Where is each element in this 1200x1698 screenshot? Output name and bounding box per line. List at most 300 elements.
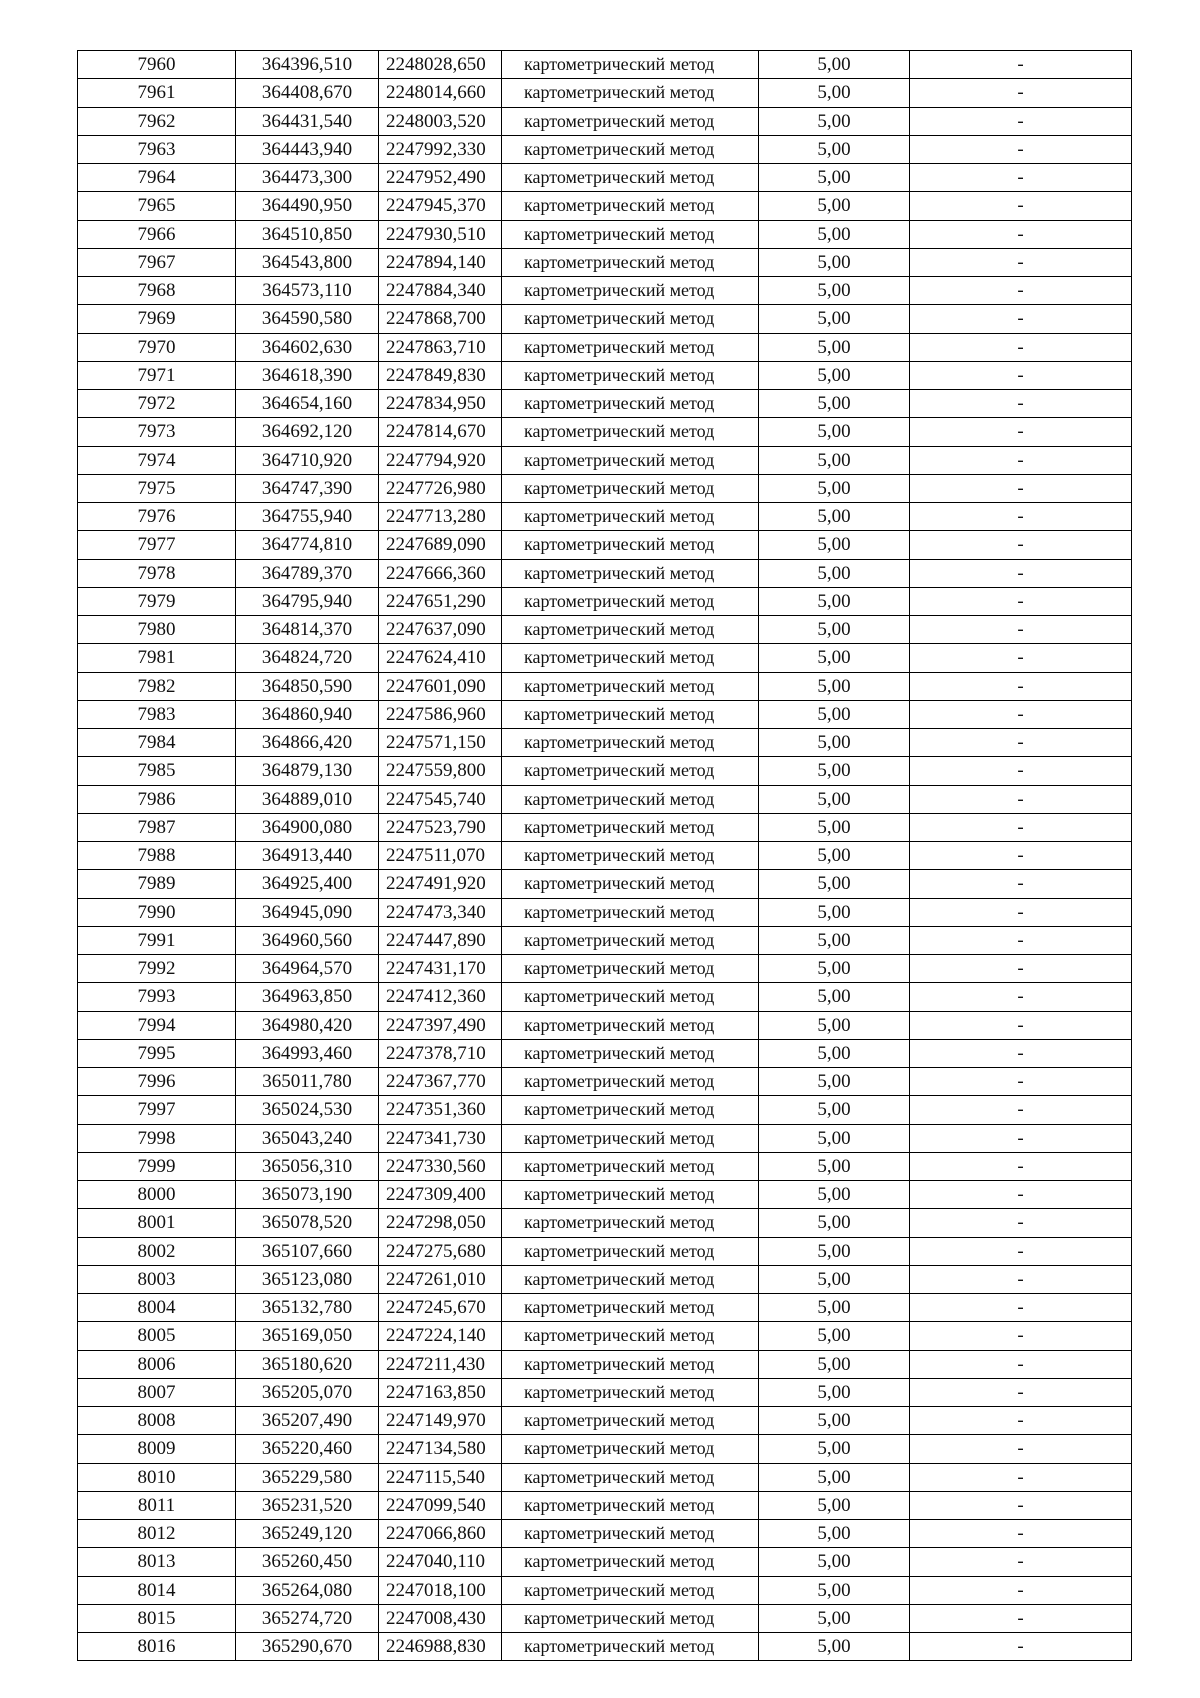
point-number-cell: 8005	[78, 1322, 236, 1350]
x-coordinate-cell: 364747,390	[236, 474, 379, 502]
x-coordinate-cell: 364993,460	[236, 1039, 379, 1067]
point-number-cell: 8007	[78, 1378, 236, 1406]
point-number-cell: 7990	[78, 898, 236, 926]
accuracy-cell: 5,00	[759, 1039, 910, 1067]
x-coordinate-cell: 364964,570	[236, 955, 379, 983]
y-coordinate-cell: 2246988,830	[379, 1633, 502, 1661]
method-cell: картометрический метод	[502, 1039, 759, 1067]
y-coordinate-cell: 2247571,150	[379, 729, 502, 757]
x-coordinate-cell: 364473,300	[236, 164, 379, 192]
accuracy-cell: 5,00	[759, 390, 910, 418]
table-row	[78, 757, 1132, 785]
method-cell: картометрический метод	[502, 898, 759, 926]
note-cell: -	[910, 785, 1132, 813]
point-number-cell: 7985	[78, 757, 236, 785]
note-cell: -	[910, 1576, 1132, 1604]
method-cell: картометрический метод	[502, 1435, 759, 1463]
y-coordinate-cell: 2247952,490	[379, 164, 502, 192]
note-cell: -	[910, 390, 1132, 418]
table-row	[78, 474, 1132, 502]
x-coordinate-cell: 364900,080	[236, 813, 379, 841]
point-number-cell: 8009	[78, 1435, 236, 1463]
table-row	[78, 1124, 1132, 1152]
table-row	[78, 1011, 1132, 1039]
method-cell: картометрический метод	[502, 729, 759, 757]
note-cell: -	[910, 1265, 1132, 1293]
method-cell: картометрический метод	[502, 474, 759, 502]
point-number-cell: 7972	[78, 390, 236, 418]
x-coordinate-cell: 364963,850	[236, 983, 379, 1011]
method-cell: картометрический метод	[502, 785, 759, 813]
point-number-cell: 7964	[78, 164, 236, 192]
x-coordinate-cell: 364774,810	[236, 531, 379, 559]
accuracy-cell: 5,00	[759, 1491, 910, 1519]
point-number-cell: 7974	[78, 446, 236, 474]
y-coordinate-cell: 2247601,090	[379, 672, 502, 700]
note-cell: -	[910, 1237, 1132, 1265]
table-row	[78, 729, 1132, 757]
x-coordinate-cell: 364925,400	[236, 870, 379, 898]
x-coordinate-cell: 364866,420	[236, 729, 379, 757]
method-cell: картометрический метод	[502, 361, 759, 389]
point-number-cell: 7967	[78, 248, 236, 276]
note-cell: -	[910, 559, 1132, 587]
table-row	[78, 1520, 1132, 1548]
accuracy-cell: 5,00	[759, 1548, 910, 1576]
method-cell: картометрический метод	[502, 305, 759, 333]
table-row	[78, 785, 1132, 813]
point-number-cell: 7987	[78, 813, 236, 841]
x-coordinate-cell: 364692,120	[236, 418, 379, 446]
y-coordinate-cell: 2247224,140	[379, 1322, 502, 1350]
accuracy-cell: 5,00	[759, 672, 910, 700]
accuracy-cell: 5,00	[759, 1520, 910, 1548]
accuracy-cell: 5,00	[759, 1463, 910, 1491]
y-coordinate-cell: 2247245,670	[379, 1294, 502, 1322]
point-number-cell: 8004	[78, 1294, 236, 1322]
note-cell: -	[910, 277, 1132, 305]
y-coordinate-cell: 2247261,010	[379, 1265, 502, 1293]
x-coordinate-cell: 364889,010	[236, 785, 379, 813]
x-coordinate-cell: 364408,670	[236, 79, 379, 107]
accuracy-cell: 5,00	[759, 700, 910, 728]
table-row	[78, 220, 1132, 248]
note-cell: -	[910, 1548, 1132, 1576]
method-cell: картометрический метод	[502, 1265, 759, 1293]
method-cell: картометрический метод	[502, 842, 759, 870]
table-row	[78, 164, 1132, 192]
x-coordinate-cell: 365180,620	[236, 1350, 379, 1378]
accuracy-cell: 5,00	[759, 785, 910, 813]
accuracy-cell: 5,00	[759, 898, 910, 926]
note-cell: -	[910, 107, 1132, 135]
note-cell: -	[910, 1491, 1132, 1519]
point-number-cell: 8003	[78, 1265, 236, 1293]
y-coordinate-cell: 2247491,920	[379, 870, 502, 898]
x-coordinate-cell: 364755,940	[236, 503, 379, 531]
table-row	[78, 1237, 1132, 1265]
point-number-cell: 7993	[78, 983, 236, 1011]
method-cell: картометрический метод	[502, 672, 759, 700]
table-row	[78, 1209, 1132, 1237]
note-cell: -	[910, 1294, 1132, 1322]
method-cell: картометрический метод	[502, 955, 759, 983]
table-row	[78, 842, 1132, 870]
y-coordinate-cell: 2247713,280	[379, 503, 502, 531]
y-coordinate-cell: 2247834,950	[379, 390, 502, 418]
y-coordinate-cell: 2247211,430	[379, 1350, 502, 1378]
table-row	[78, 1491, 1132, 1519]
method-cell: картометрический метод	[502, 1096, 759, 1124]
y-coordinate-cell: 2247930,510	[379, 220, 502, 248]
note-cell: -	[910, 418, 1132, 446]
accuracy-cell: 5,00	[759, 1011, 910, 1039]
x-coordinate-cell: 365205,070	[236, 1378, 379, 1406]
y-coordinate-cell: 2248028,650	[379, 51, 502, 79]
accuracy-cell: 5,00	[759, 870, 910, 898]
note-cell: -	[910, 926, 1132, 954]
table-row	[78, 1322, 1132, 1350]
accuracy-cell: 5,00	[759, 1604, 910, 1632]
note-cell: -	[910, 1011, 1132, 1039]
method-cell: картометрический метод	[502, 1576, 759, 1604]
table-row	[78, 51, 1132, 79]
y-coordinate-cell: 2248014,660	[379, 79, 502, 107]
method-cell: картометрический метод	[502, 1604, 759, 1632]
table-row	[78, 616, 1132, 644]
x-coordinate-cell: 365274,720	[236, 1604, 379, 1632]
x-coordinate-cell: 365011,780	[236, 1068, 379, 1096]
table-row	[78, 1576, 1132, 1604]
accuracy-cell: 5,00	[759, 135, 910, 163]
method-cell: картометрический метод	[502, 79, 759, 107]
accuracy-cell: 5,00	[759, 1181, 910, 1209]
table-row	[78, 813, 1132, 841]
x-coordinate-cell: 365264,080	[236, 1576, 379, 1604]
point-number-cell: 7991	[78, 926, 236, 954]
method-cell: картометрический метод	[502, 1322, 759, 1350]
accuracy-cell: 5,00	[759, 842, 910, 870]
accuracy-cell: 5,00	[759, 333, 910, 361]
table-row	[78, 418, 1132, 446]
note-cell: -	[910, 616, 1132, 644]
table-row	[78, 559, 1132, 587]
table-row	[78, 672, 1132, 700]
x-coordinate-cell: 364789,370	[236, 559, 379, 587]
method-cell: картометрический метод	[502, 107, 759, 135]
x-coordinate-cell: 364510,850	[236, 220, 379, 248]
note-cell: -	[910, 1435, 1132, 1463]
point-number-cell: 8001	[78, 1209, 236, 1237]
method-cell: картометрический метод	[502, 446, 759, 474]
accuracy-cell: 5,00	[759, 1265, 910, 1293]
x-coordinate-cell: 365260,450	[236, 1548, 379, 1576]
note-cell: -	[910, 333, 1132, 361]
accuracy-cell: 5,00	[759, 983, 910, 1011]
note-cell: -	[910, 1520, 1132, 1548]
x-coordinate-cell: 364618,390	[236, 361, 379, 389]
table-row	[78, 1548, 1132, 1576]
table-row	[78, 898, 1132, 926]
point-number-cell: 7973	[78, 418, 236, 446]
y-coordinate-cell: 2247637,090	[379, 616, 502, 644]
method-cell: картометрический метод	[502, 813, 759, 841]
method-cell: картометрический метод	[502, 1463, 759, 1491]
point-number-cell: 7998	[78, 1124, 236, 1152]
method-cell: картометрический метод	[502, 700, 759, 728]
method-cell: картометрический метод	[502, 135, 759, 163]
x-coordinate-cell: 365078,520	[236, 1209, 379, 1237]
table-row	[78, 1633, 1132, 1661]
note-cell: -	[910, 757, 1132, 785]
method-cell: картометрический метод	[502, 1011, 759, 1039]
method-cell: картометрический метод	[502, 164, 759, 192]
x-coordinate-cell: 364543,800	[236, 248, 379, 276]
y-coordinate-cell: 2247115,540	[379, 1463, 502, 1491]
accuracy-cell: 5,00	[759, 587, 910, 615]
note-cell: -	[910, 1322, 1132, 1350]
accuracy-cell: 5,00	[759, 1576, 910, 1604]
note-cell: -	[910, 531, 1132, 559]
point-number-cell: 7976	[78, 503, 236, 531]
accuracy-cell: 5,00	[759, 1322, 910, 1350]
method-cell: картометрический метод	[502, 1350, 759, 1378]
x-coordinate-cell: 365207,490	[236, 1407, 379, 1435]
point-number-cell: 8008	[78, 1407, 236, 1435]
x-coordinate-cell: 364590,580	[236, 305, 379, 333]
point-number-cell: 7962	[78, 107, 236, 135]
note-cell: -	[910, 644, 1132, 672]
y-coordinate-cell: 2247008,430	[379, 1604, 502, 1632]
accuracy-cell: 5,00	[759, 1124, 910, 1152]
note-cell: -	[910, 79, 1132, 107]
method-cell: картометрический метод	[502, 1237, 759, 1265]
y-coordinate-cell: 2247275,680	[379, 1237, 502, 1265]
note-cell: -	[910, 1181, 1132, 1209]
y-coordinate-cell: 2247431,170	[379, 955, 502, 983]
x-coordinate-cell: 365231,520	[236, 1491, 379, 1519]
point-number-cell: 7960	[78, 51, 236, 79]
x-coordinate-cell: 364602,630	[236, 333, 379, 361]
accuracy-cell: 5,00	[759, 531, 910, 559]
y-coordinate-cell: 2247814,670	[379, 418, 502, 446]
x-coordinate-cell: 364850,590	[236, 672, 379, 700]
accuracy-cell: 5,00	[759, 418, 910, 446]
note-cell: -	[910, 813, 1132, 841]
x-coordinate-cell: 364879,130	[236, 757, 379, 785]
y-coordinate-cell: 2247666,360	[379, 559, 502, 587]
x-coordinate-cell: 364824,720	[236, 644, 379, 672]
x-coordinate-cell: 364396,510	[236, 51, 379, 79]
accuracy-cell: 5,00	[759, 51, 910, 79]
note-cell: -	[910, 503, 1132, 531]
note-cell: -	[910, 1378, 1132, 1406]
point-number-cell: 7977	[78, 531, 236, 559]
note-cell: -	[910, 1068, 1132, 1096]
method-cell: картометрический метод	[502, 277, 759, 305]
point-number-cell: 7984	[78, 729, 236, 757]
method-cell: картометрический метод	[502, 51, 759, 79]
y-coordinate-cell: 2247863,710	[379, 333, 502, 361]
point-number-cell: 7963	[78, 135, 236, 163]
note-cell: -	[910, 361, 1132, 389]
note-cell: -	[910, 672, 1132, 700]
method-cell: картометрический метод	[502, 644, 759, 672]
point-number-cell: 8011	[78, 1491, 236, 1519]
point-number-cell: 8012	[78, 1520, 236, 1548]
y-coordinate-cell: 2247066,860	[379, 1520, 502, 1548]
y-coordinate-cell: 2247884,340	[379, 277, 502, 305]
y-coordinate-cell: 2247367,770	[379, 1068, 502, 1096]
point-number-cell: 7992	[78, 955, 236, 983]
point-number-cell: 7978	[78, 559, 236, 587]
note-cell: -	[910, 1152, 1132, 1180]
x-coordinate-cell: 364960,560	[236, 926, 379, 954]
note-cell: -	[910, 1096, 1132, 1124]
note-cell: -	[910, 842, 1132, 870]
x-coordinate-cell: 365220,460	[236, 1435, 379, 1463]
note-cell: -	[910, 305, 1132, 333]
point-number-cell: 7988	[78, 842, 236, 870]
method-cell: картометрический метод	[502, 192, 759, 220]
method-cell: картометрический метод	[502, 1548, 759, 1576]
y-coordinate-cell: 2247134,580	[379, 1435, 502, 1463]
note-cell: -	[910, 1633, 1132, 1661]
y-coordinate-cell: 2247412,360	[379, 983, 502, 1011]
x-coordinate-cell: 365249,120	[236, 1520, 379, 1548]
accuracy-cell: 5,00	[759, 220, 910, 248]
accuracy-cell: 5,00	[759, 559, 910, 587]
note-cell: -	[910, 248, 1132, 276]
table-row	[78, 390, 1132, 418]
table-row	[78, 277, 1132, 305]
accuracy-cell: 5,00	[759, 107, 910, 135]
method-cell: картометрический метод	[502, 1407, 759, 1435]
note-cell: -	[910, 1407, 1132, 1435]
y-coordinate-cell: 2247545,740	[379, 785, 502, 813]
y-coordinate-cell: 2247447,890	[379, 926, 502, 954]
y-coordinate-cell: 2247378,710	[379, 1039, 502, 1067]
accuracy-cell: 5,00	[759, 813, 910, 841]
method-cell: картометрический метод	[502, 926, 759, 954]
note-cell: -	[910, 474, 1132, 502]
point-number-cell: 8002	[78, 1237, 236, 1265]
method-cell: картометрический метод	[502, 390, 759, 418]
x-coordinate-cell: 365169,050	[236, 1322, 379, 1350]
y-coordinate-cell: 2247511,070	[379, 842, 502, 870]
y-coordinate-cell: 2247149,970	[379, 1407, 502, 1435]
accuracy-cell: 5,00	[759, 361, 910, 389]
method-cell: картометрический метод	[502, 1294, 759, 1322]
y-coordinate-cell: 2247651,290	[379, 587, 502, 615]
method-cell: картометрический метод	[502, 1209, 759, 1237]
method-cell: картометрический метод	[502, 418, 759, 446]
table-row	[78, 248, 1132, 276]
point-number-cell: 7989	[78, 870, 236, 898]
y-coordinate-cell: 2247794,920	[379, 446, 502, 474]
y-coordinate-cell: 2247397,490	[379, 1011, 502, 1039]
x-coordinate-cell: 365073,190	[236, 1181, 379, 1209]
note-cell: -	[910, 955, 1132, 983]
note-cell: -	[910, 898, 1132, 926]
point-number-cell: 8016	[78, 1633, 236, 1661]
table-row	[78, 305, 1132, 333]
method-cell: картометрический метод	[502, 983, 759, 1011]
x-coordinate-cell: 365123,080	[236, 1265, 379, 1293]
point-number-cell: 8013	[78, 1548, 236, 1576]
note-cell: -	[910, 1350, 1132, 1378]
table-row	[78, 700, 1132, 728]
y-coordinate-cell: 2247330,560	[379, 1152, 502, 1180]
accuracy-cell: 5,00	[759, 1209, 910, 1237]
table-row	[78, 107, 1132, 135]
coordinates-table	[77, 50, 1132, 1661]
point-number-cell: 8006	[78, 1350, 236, 1378]
method-cell: картометрический метод	[502, 531, 759, 559]
x-coordinate-cell: 364945,090	[236, 898, 379, 926]
note-cell: -	[910, 700, 1132, 728]
point-number-cell: 7975	[78, 474, 236, 502]
accuracy-cell: 5,00	[759, 644, 910, 672]
point-number-cell: 7979	[78, 587, 236, 615]
point-number-cell: 7994	[78, 1011, 236, 1039]
accuracy-cell: 5,00	[759, 1350, 910, 1378]
method-cell: картометрический метод	[502, 1633, 759, 1661]
accuracy-cell: 5,00	[759, 79, 910, 107]
note-cell: -	[910, 870, 1132, 898]
x-coordinate-cell: 364710,920	[236, 446, 379, 474]
note-cell: -	[910, 729, 1132, 757]
point-number-cell: 7980	[78, 616, 236, 644]
note-cell: -	[910, 1604, 1132, 1632]
point-number-cell: 7999	[78, 1152, 236, 1180]
note-cell: -	[910, 192, 1132, 220]
y-coordinate-cell: 2247473,340	[379, 898, 502, 926]
note-cell: -	[910, 164, 1132, 192]
table-row	[78, 926, 1132, 954]
x-coordinate-cell: 364431,540	[236, 107, 379, 135]
x-coordinate-cell: 364860,940	[236, 700, 379, 728]
y-coordinate-cell: 2247689,090	[379, 531, 502, 559]
accuracy-cell: 5,00	[759, 616, 910, 644]
table-row	[78, 587, 1132, 615]
accuracy-cell: 5,00	[759, 757, 910, 785]
y-coordinate-cell: 2247351,360	[379, 1096, 502, 1124]
table-row	[78, 1350, 1132, 1378]
point-number-cell: 8010	[78, 1463, 236, 1491]
point-number-cell: 7965	[78, 192, 236, 220]
accuracy-cell: 5,00	[759, 1068, 910, 1096]
note-cell: -	[910, 446, 1132, 474]
x-coordinate-cell: 365290,670	[236, 1633, 379, 1661]
x-coordinate-cell: 365024,530	[236, 1096, 379, 1124]
point-number-cell: 7968	[78, 277, 236, 305]
table-row	[78, 1604, 1132, 1632]
method-cell: картометрический метод	[502, 503, 759, 531]
y-coordinate-cell: 2247559,800	[379, 757, 502, 785]
method-cell: картометрический метод	[502, 1152, 759, 1180]
note-cell: -	[910, 51, 1132, 79]
y-coordinate-cell: 2247624,410	[379, 644, 502, 672]
table-row	[78, 1463, 1132, 1491]
accuracy-cell: 5,00	[759, 474, 910, 502]
table-row	[78, 1068, 1132, 1096]
x-coordinate-cell: 365107,660	[236, 1237, 379, 1265]
accuracy-cell: 5,00	[759, 1152, 910, 1180]
x-coordinate-cell: 365229,580	[236, 1463, 379, 1491]
x-coordinate-cell: 364980,420	[236, 1011, 379, 1039]
accuracy-cell: 5,00	[759, 1096, 910, 1124]
